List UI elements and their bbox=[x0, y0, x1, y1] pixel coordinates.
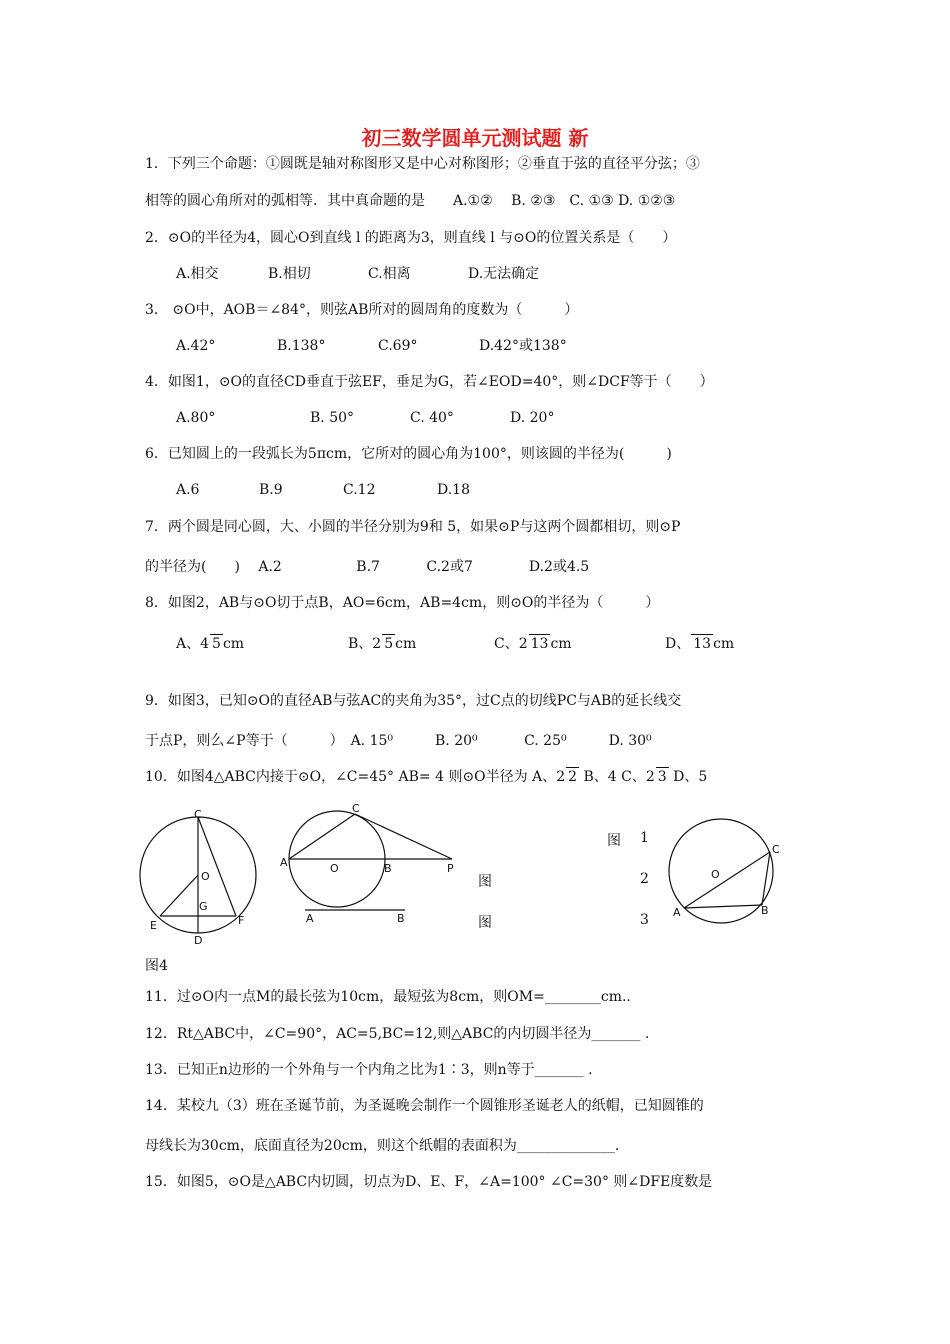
figure-1-caption-tu: 图 bbox=[607, 833, 621, 849]
fig2-label-a: A bbox=[280, 856, 288, 869]
sqrt-radicand: 5 bbox=[384, 636, 394, 652]
fig2-label-b: B bbox=[384, 862, 392, 875]
question-3-option-b: B.138° bbox=[277, 338, 326, 354]
sqrt-radicand: 13 bbox=[693, 636, 712, 652]
question-6-option-d: D.18 bbox=[437, 482, 470, 498]
question-2-option-d: D.无法确定 bbox=[468, 266, 540, 282]
question-13: 13．已知正n边形的一个外角与一个内角之比为1∶3，则n等于_______ . bbox=[145, 1062, 593, 1078]
question-3-stem: 3． ⊙O中，AOB＝∠84°，则弦AB所对的圆周角的度数为（ ） bbox=[145, 302, 579, 318]
tangent-cp bbox=[355, 814, 452, 859]
question-2-option-a: A.相交 bbox=[176, 266, 219, 282]
option-d-prefix: D、 bbox=[665, 636, 691, 652]
option-d-unit: cm bbox=[713, 636, 735, 652]
figure-1-caption-num: 1 bbox=[640, 830, 649, 846]
question-4-option-b: B. 50° bbox=[310, 410, 355, 426]
question-4-option-c: C. 40° bbox=[410, 410, 454, 426]
question-6-option-a: A.6 bbox=[176, 482, 200, 498]
fig2-label-o: O bbox=[330, 862, 339, 875]
question-2-option-c: C.相离 bbox=[368, 266, 411, 282]
sqrt-radicand: 5 bbox=[212, 636, 221, 652]
figure-2 bbox=[289, 811, 452, 910]
figure-2-caption-num: 2 bbox=[640, 871, 649, 887]
question-6-option-c: C.12 bbox=[343, 482, 376, 498]
chord-ac bbox=[684, 852, 770, 908]
question-3-option-d: D.42°或138° bbox=[479, 338, 567, 354]
fig3-label-b: B bbox=[761, 904, 769, 917]
option-c-prefix: C、2 bbox=[494, 636, 528, 652]
fig1-label-o: O bbox=[201, 870, 210, 883]
question-11: 11．过⊙O内一点M的最长弦为10cm，最短弦为8cm，则OM=________cm.. bbox=[145, 989, 631, 1005]
question-7-line-1: 7．两个圆是同心圆，大、小圆的半径分别为9和 5，如果⊙P与这两个圆都相切，则⊙P bbox=[145, 519, 681, 535]
question-3-option-a: A.42° bbox=[176, 338, 216, 354]
fig1-label-e: E bbox=[150, 919, 157, 932]
fig2-label-c: C bbox=[352, 802, 360, 815]
question-2-stem: 2．⊙O的半径为4，圆心O到直线 l 的距离为3，则直线 l 与⊙O的位置关系是（ ） bbox=[145, 230, 677, 246]
figure-3-caption-num: 3 bbox=[640, 912, 649, 928]
question-12: 12．Rt△ABC中，∠C=90°，AC=5,BC=12,则△ABC的内切圆半径为_______ . bbox=[145, 1026, 650, 1042]
fig1-label-f: F bbox=[238, 914, 245, 927]
question-9-line-2: 于点P，则么∠P等于（ ） A. 15⁰ B. 20⁰ C. 25⁰ D. 30⁰ bbox=[145, 733, 652, 749]
page-title: 初三数学圆单元测试题 新 bbox=[361, 126, 589, 150]
figure-3-caption-tu: 图 bbox=[478, 915, 492, 931]
sqrt-radicand: 3 bbox=[657, 769, 667, 785]
question-4-stem: 4．如图1，⊙O的直径CD垂直于弦EF，垂足为G，若∠EOD=40°，则∠DCF等于（ ） bbox=[145, 374, 714, 390]
question-14-line-1: 14．某校九（3）班在圣诞节前，为圣诞晚会制作一个圆锥形圣诞老人的纸帽，已知圆锥的 bbox=[145, 1098, 704, 1114]
question-9-line-1: 9．如图3，已知⊙O的直径AB与弦AC的夹角为35°，过C点的切线PC与AB的延长线交 bbox=[145, 693, 682, 709]
question-3-option-c: C.69° bbox=[378, 338, 418, 354]
option-b-unit: cm bbox=[395, 636, 417, 652]
fig1-label-c: C bbox=[194, 808, 202, 821]
fig3-label-c: C bbox=[772, 843, 780, 856]
question-7-line-2: 的半径为( ) A.2 B.7 C.2或7 D.2或4.5 bbox=[145, 559, 590, 575]
fig2-label-a2: A bbox=[306, 912, 314, 925]
figure-3 bbox=[669, 819, 773, 923]
fig3-label-a: A bbox=[673, 906, 681, 919]
fig1-label-g: G bbox=[199, 900, 208, 913]
question-1-line-1: 1．下列三个命题：①圆既是轴对称图形又是中心对称图形；②垂直于弦的直径平分弦；③ bbox=[145, 156, 700, 172]
fig2-label-p: P bbox=[447, 862, 454, 875]
option-c-coef: 2 bbox=[645, 769, 655, 785]
option-c-unit: cm bbox=[550, 636, 572, 652]
question-2-option-b: B.相切 bbox=[268, 266, 311, 282]
question-4-option-d: D. 20° bbox=[510, 410, 555, 426]
question-10-text-1: 10．如图4△ABC内接于⊙O，∠C=45° AB= 4 则⊙O半径为 A、 bbox=[145, 769, 557, 785]
question-10-text-3: D、5 bbox=[668, 769, 708, 785]
fig1-label-d: D bbox=[194, 934, 203, 947]
question-8-stem: 8．如图2，AB与⊙O切于点B，AO=6cm，AB=4cm，则⊙O的半径为（ ） bbox=[145, 595, 660, 611]
fig2-label-b2: B bbox=[397, 912, 405, 925]
option-b-prefix: B、2 bbox=[348, 636, 382, 652]
option-a-coef: 2 bbox=[556, 769, 566, 785]
figure-2-caption-tu: 图 bbox=[478, 874, 492, 890]
segment-oe bbox=[160, 875, 198, 916]
option-a-prefix: A、4 bbox=[176, 636, 210, 652]
question-1-line-2: 相等的圆心角所对的弧相等．其中真命题的是 A.①② B. ②③ C. ①③ D. ①②③ bbox=[145, 193, 676, 209]
question-6-option-b: B.9 bbox=[259, 482, 283, 498]
sqrt-radicand: 2 bbox=[568, 769, 578, 785]
option-a-unit: cm bbox=[222, 636, 245, 652]
question-6-stem: 6．已知圆上的一段弧长为5πcm，它所对的圆心角为100°，则该圆的半径为( ) bbox=[145, 446, 672, 462]
question-4-option-a: A.80° bbox=[176, 410, 216, 426]
question-10-text-2: B、4 C、 bbox=[579, 769, 646, 785]
fig3-label-o: O bbox=[711, 868, 720, 881]
question-15: 15．如图5，⊙O是△ABC内切圆，切点为D、E、F，∠A=100° ∠C=30° 则∠DFE度数是 bbox=[145, 1174, 713, 1190]
question-14-line-2: 母线长为30cm，底面直径为20cm，则这个纸帽的表面积为______________. bbox=[145, 1138, 620, 1154]
figure-4-caption: 图4 bbox=[145, 958, 168, 974]
chord-ab bbox=[684, 905, 762, 908]
segment-ac bbox=[289, 814, 355, 859]
sqrt-radicand: 13 bbox=[530, 636, 549, 652]
